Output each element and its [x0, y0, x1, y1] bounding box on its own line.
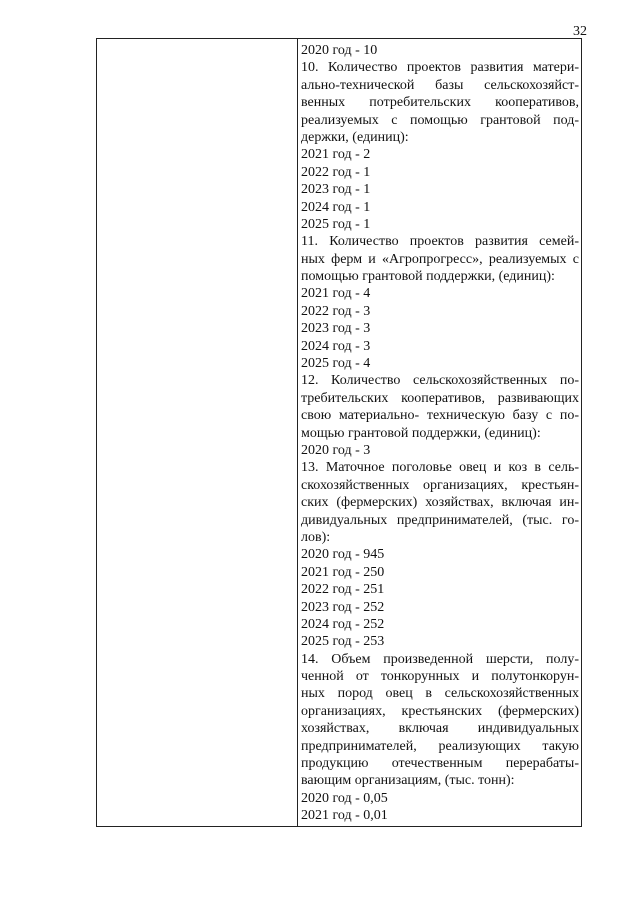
text-line: венных потребительских кооперативов,: [301, 95, 579, 111]
text-line: предпринимателей, реализующих такую: [301, 738, 579, 754]
text-line: ных ферм и «Агропрогресс», реализуемых с: [301, 251, 579, 267]
text-line: скохозяйственных организациях, крестьян-: [301, 477, 579, 493]
value-line: 2020 год - 945: [301, 547, 385, 563]
indicators-table: [96, 38, 582, 827]
text-line: свою материально- техническую базу с по-: [301, 408, 579, 424]
value-line: 2023 год - 1: [301, 182, 371, 198]
value-line: 2022 год - 1: [301, 164, 371, 180]
value-line: 2021 год - 0,01: [301, 808, 388, 824]
value-line: 2023 год - 252: [301, 599, 385, 615]
value-line: вающим организациям, (тыс. тонн):: [301, 773, 515, 789]
value-line: 2025 год - 1: [301, 216, 371, 232]
value-line: 2021 год - 250: [301, 564, 385, 580]
value-line: 2024 год - 252: [301, 616, 385, 632]
text-line: дивидуальных предпринимателей, (тыс. го-: [301, 512, 579, 528]
text-line: 12. Количество сельскохозяйственных по-: [301, 373, 579, 389]
value-line: помощью грантовой поддержки, (единиц):: [301, 269, 555, 285]
text-line: продукцию отечественным перерабаты-: [301, 756, 579, 772]
value-line: лов):: [301, 529, 331, 545]
text-line: 10. Количество проектов развития матери-: [301, 60, 579, 76]
text-line: реализуемых с помощью грантовой под-: [301, 112, 579, 128]
text-line: организациях, крестьянских (фермерских): [301, 703, 579, 719]
text-line: хозяйствах, включая индивидуальных: [301, 721, 579, 737]
text-line: ских (фермерских) хозяйствах, включая ин-: [301, 495, 579, 511]
value-line: 2020 год - 0,05: [301, 790, 388, 806]
text-line: ально-технической базы сельскохозяйст-: [301, 77, 579, 93]
value-line: 2022 год - 3: [301, 303, 371, 319]
text-line: требительских кооперативов, развивающих: [301, 390, 579, 406]
page-number: 32: [573, 24, 587, 39]
value-line: 2024 год - 3: [301, 338, 371, 354]
text-line: ченной от тонкорунных и полутонкорун-: [301, 669, 579, 685]
value-line: 2021 год - 2: [301, 147, 371, 163]
value-line: 2021 год - 4: [301, 286, 371, 302]
value-line: 2023 год - 3: [301, 321, 371, 337]
text-line: 14. Объем произведенной шерсти, полу-: [301, 651, 579, 667]
value-line: 2024 год - 1: [301, 199, 371, 215]
text-line: 11. Количество проектов развития семей-: [301, 234, 579, 250]
text-line: ных пород овец в сельскохозяйственных: [301, 686, 579, 702]
value-line: 2025 год - 253: [301, 634, 385, 650]
value-line: 2020 год - 3: [301, 442, 371, 458]
value-line: держки, (единиц):: [301, 129, 409, 145]
value-line: 2022 год - 251: [301, 582, 385, 598]
column-divider: [297, 39, 298, 826]
value-line: 2025 год - 4: [301, 356, 371, 372]
indicators-cell: [301, 42, 579, 825]
value-line: мощью грантовой поддержки, (единиц):: [301, 425, 541, 441]
text-line: 13. Маточное поголовье овец и коз в сель-: [301, 460, 579, 476]
value-line: 2020 год - 10: [301, 43, 378, 58]
